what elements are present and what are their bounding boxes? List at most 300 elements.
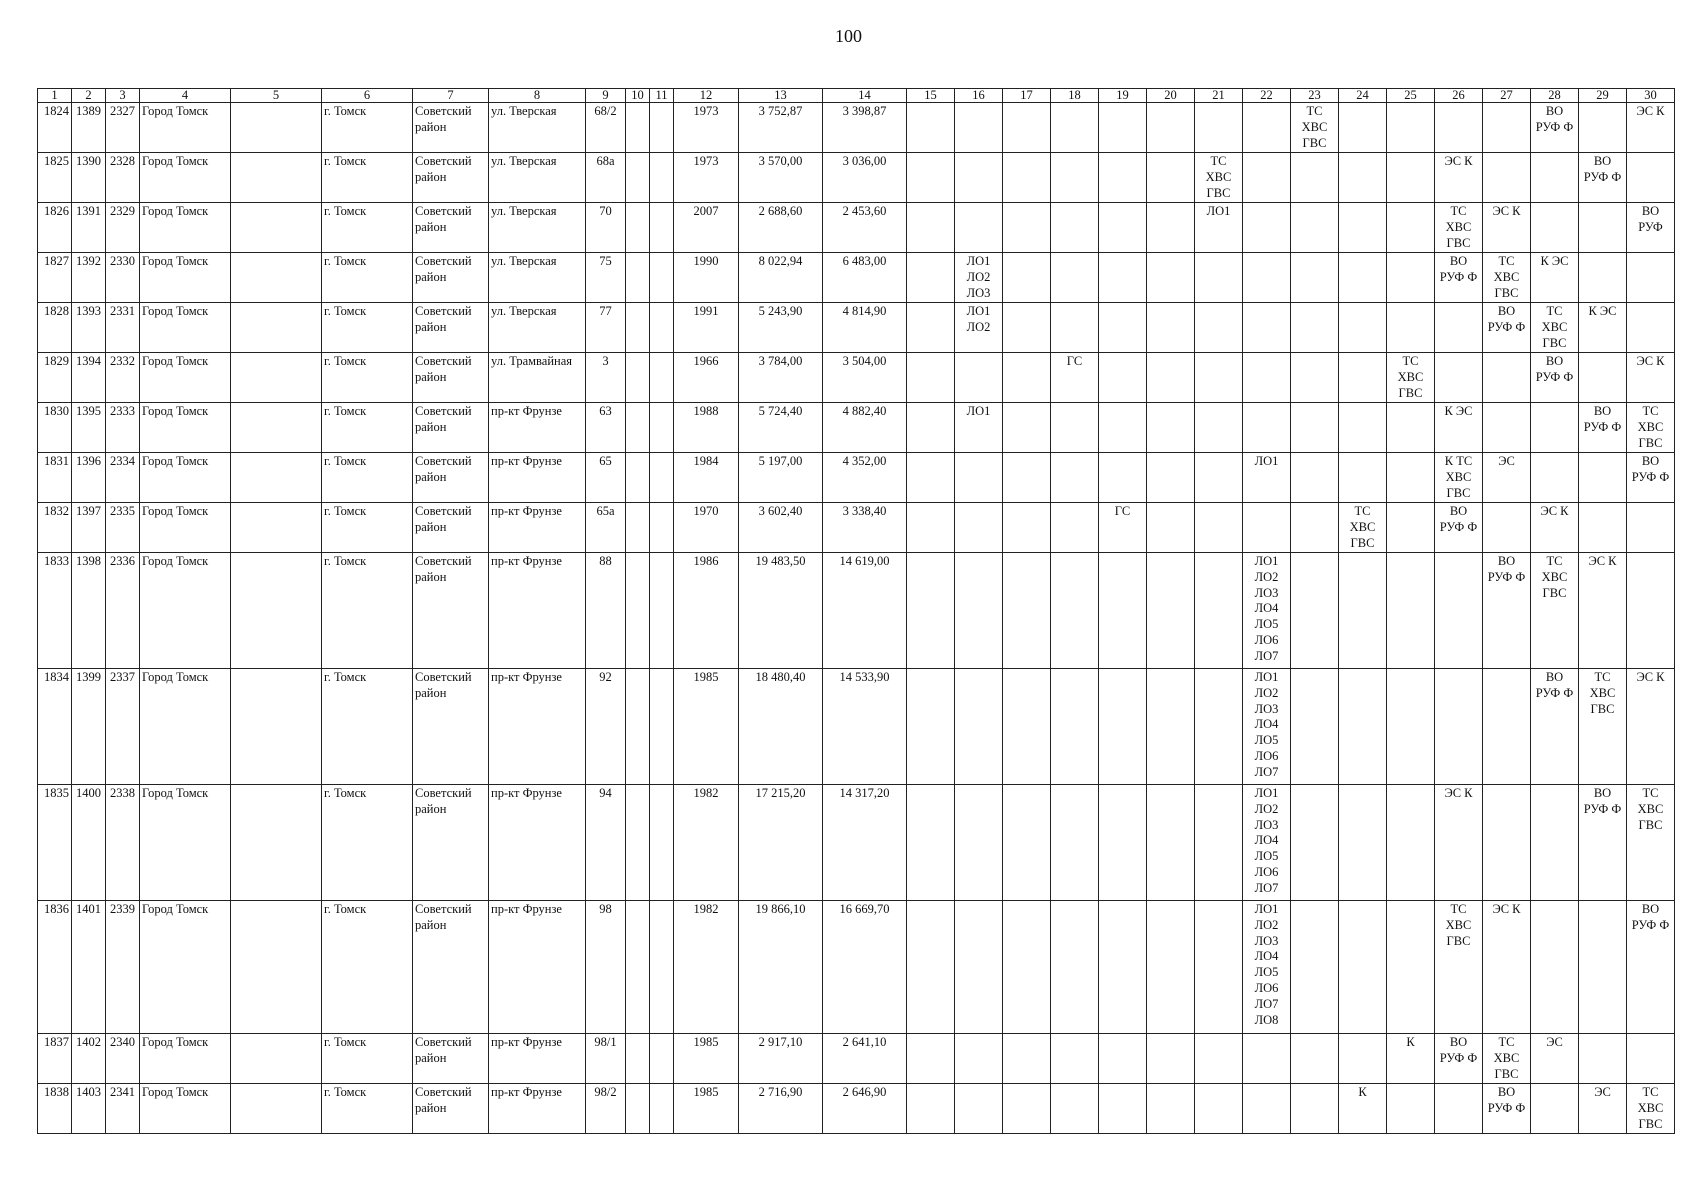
cell-line: ЛО8 [1254, 1012, 1279, 1027]
cell-col-1: 1834 [38, 669, 72, 785]
cell-col-24 [1339, 553, 1387, 669]
cell-line: ХВС [1445, 219, 1472, 234]
cell-col-7 [413, 503, 489, 553]
cell-col-19 [1099, 203, 1147, 253]
cell-col-27 [1483, 303, 1531, 353]
cell-col-27 [1483, 669, 1531, 785]
cell-col-14: 3 398,87 [823, 103, 907, 153]
cell-col-29 [1579, 1034, 1627, 1084]
cell-col-14: 3 036,00 [823, 153, 907, 203]
cell-col-30 [1627, 203, 1675, 253]
cell-line: ЛО6 [1254, 864, 1279, 879]
cell-col-28 [1531, 403, 1579, 453]
cell-line: ГВС [1494, 285, 1519, 300]
cell-col-19 [1099, 103, 1147, 153]
column-number: 19 [1099, 89, 1147, 103]
cell-line: ЭС [1546, 1035, 1563, 1049]
cell-line: Советский [415, 554, 472, 568]
cell-col-9: 63 [586, 403, 626, 453]
cell-line: РУФ Ф [1535, 685, 1574, 700]
cell-col-4: Город Томск [140, 669, 231, 785]
cell-col-23 [1291, 253, 1339, 303]
cell-col-24 [1339, 503, 1387, 553]
cell-col-30 [1627, 253, 1675, 303]
cell-col-16 [955, 453, 1003, 503]
cell-col-18 [1051, 153, 1099, 203]
cell-col-9: 98/1 [586, 1034, 626, 1084]
column-number: 14 [823, 89, 907, 103]
cell-col-16 [955, 553, 1003, 669]
cell-col-20 [1147, 1084, 1195, 1134]
cell-col-26 [1435, 203, 1483, 253]
cell-col-21 [1195, 403, 1243, 453]
cell-line: район [415, 917, 447, 932]
cell-col-29 [1579, 553, 1627, 669]
cell-line: РУФ Ф [1583, 801, 1622, 816]
cell-line: район [415, 419, 447, 434]
cell-col-4: Город Томск [140, 553, 231, 669]
cell-col-29 [1579, 153, 1627, 203]
cell-col-24 [1339, 1084, 1387, 1134]
cell-line: ТС [1354, 504, 1371, 518]
column-number: 17 [1003, 89, 1051, 103]
cell-col-12: 1991 [674, 303, 739, 353]
cell-col-25 [1387, 901, 1435, 1034]
cell-col-16 [955, 303, 1003, 353]
cell-col-7 [413, 203, 489, 253]
cell-col-20 [1147, 553, 1195, 669]
cell-col-24 [1339, 203, 1387, 253]
cell-line: ЛО7 [1254, 996, 1279, 1011]
cell-line: Советский [415, 254, 472, 268]
cell-col-14: 4 882,40 [823, 403, 907, 453]
cell-col-18 [1051, 503, 1099, 553]
cell-col-29 [1579, 403, 1627, 453]
cell-col-17 [1003, 669, 1051, 785]
cell-col-2: 1392 [72, 253, 106, 303]
cell-line: ЛО2 [1254, 569, 1279, 584]
cell-col-22 [1243, 785, 1291, 901]
cell-line: РУФ Ф [1439, 519, 1478, 534]
cell-col-14: 3 338,40 [823, 503, 907, 553]
cell-col-4: Город Томск [140, 403, 231, 453]
cell-col-18 [1051, 203, 1099, 253]
cell-col-10 [626, 1034, 650, 1084]
table-row [38, 403, 1675, 453]
cell-line: ГВС [1494, 1066, 1519, 1081]
cell-line: ЛО7 [1254, 764, 1279, 779]
cell-col-28 [1531, 1084, 1579, 1134]
cell-col-12: 1990 [674, 253, 739, 303]
cell-col-13: 3 570,00 [739, 153, 823, 203]
cell-col-5 [231, 453, 322, 503]
cell-line: Советский [415, 204, 472, 218]
table-row [38, 669, 1675, 785]
cell-col-25 [1387, 103, 1435, 153]
column-number: 21 [1195, 89, 1243, 103]
cell-col-30 [1627, 1084, 1675, 1134]
cell-col-12: 1982 [674, 901, 739, 1034]
cell-col-3: 2328 [106, 153, 140, 203]
cell-line: ХВС [1637, 1100, 1664, 1115]
cell-col-27 [1483, 785, 1531, 901]
cell-col-23 [1291, 503, 1339, 553]
cell-col-2: 1390 [72, 153, 106, 203]
cell-line: ХВС [1493, 269, 1520, 284]
cell-col-15 [907, 503, 955, 553]
cell-col-25 [1387, 669, 1435, 785]
cell-col-18 [1051, 1084, 1099, 1134]
cell-col-6: г. Томск [322, 253, 413, 303]
cell-col-8: пр-кт Фрунзе [489, 1084, 586, 1134]
cell-col-6: г. Томск [322, 203, 413, 253]
cell-col-25 [1387, 1084, 1435, 1134]
cell-col-2: 1398 [72, 553, 106, 669]
cell-line: РУФ Ф [1583, 169, 1622, 184]
cell-col-27 [1483, 203, 1531, 253]
cell-col-18 [1051, 785, 1099, 901]
cell-col-15 [907, 453, 955, 503]
cell-col-12: 1984 [674, 453, 739, 503]
cell-col-29 [1579, 253, 1627, 303]
cell-col-14: 2 641,10 [823, 1034, 907, 1084]
cell-col-11 [650, 1034, 674, 1084]
table-row [38, 553, 1675, 669]
cell-col-11 [650, 785, 674, 901]
cell-col-4: Город Томск [140, 253, 231, 303]
cell-col-26 [1435, 1084, 1483, 1134]
cell-col-11 [650, 253, 674, 303]
cell-col-8: пр-кт Фрунзе [489, 669, 586, 785]
cell-col-3: 2333 [106, 403, 140, 453]
cell-col-7 [413, 303, 489, 353]
cell-col-28 [1531, 553, 1579, 669]
cell-col-6: г. Томск [322, 303, 413, 353]
cell-line: ТС [1210, 154, 1227, 168]
cell-col-3: 2327 [106, 103, 140, 153]
cell-col-19 [1099, 553, 1147, 669]
cell-col-20 [1147, 901, 1195, 1034]
cell-col-3: 2336 [106, 553, 140, 669]
cell-col-15 [907, 901, 955, 1034]
cell-col-1: 1831 [38, 453, 72, 503]
cell-col-21 [1195, 503, 1243, 553]
cell-line: ЭС К [1444, 786, 1473, 800]
cell-line: район [415, 685, 447, 700]
cell-col-20 [1147, 253, 1195, 303]
cell-col-7 [413, 403, 489, 453]
cell-col-27 [1483, 453, 1531, 503]
cell-col-2: 1397 [72, 503, 106, 553]
cell-col-20 [1147, 203, 1195, 253]
cell-col-21 [1195, 153, 1243, 203]
cell-line: К ЭС [1540, 254, 1569, 268]
cell-col-5 [231, 669, 322, 785]
cell-col-9: 68а [586, 153, 626, 203]
cell-col-3: 2338 [106, 785, 140, 901]
cell-line: ТС [1450, 902, 1467, 916]
cell-col-17 [1003, 553, 1051, 669]
cell-col-29 [1579, 503, 1627, 553]
cell-col-4: Город Томск [140, 153, 231, 203]
cell-line: ХВС [1301, 119, 1328, 134]
cell-line: ХВС [1493, 1050, 1520, 1065]
cell-col-13: 17 215,20 [739, 785, 823, 901]
cell-col-21 [1195, 453, 1243, 503]
cell-col-5 [231, 1034, 322, 1084]
cell-col-11 [650, 453, 674, 503]
cell-col-18 [1051, 303, 1099, 353]
cell-col-23 [1291, 453, 1339, 503]
cell-col-25 [1387, 353, 1435, 403]
cell-col-14: 16 669,70 [823, 901, 907, 1034]
cell-line: РУФ Ф [1487, 569, 1526, 584]
cell-col-23 [1291, 1034, 1339, 1084]
cell-line: район [415, 219, 447, 234]
cell-col-23 [1291, 901, 1339, 1034]
cell-line: К [1358, 1085, 1367, 1099]
cell-col-19 [1099, 153, 1147, 203]
cell-col-1: 1837 [38, 1034, 72, 1084]
table-row [38, 503, 1675, 553]
cell-col-12: 1966 [674, 353, 739, 403]
cell-col-19 [1099, 453, 1147, 503]
cell-line: РУФ Ф [1439, 269, 1478, 284]
cell-col-1: 1833 [38, 553, 72, 669]
cell-col-21 [1195, 1084, 1243, 1134]
cell-col-10 [626, 303, 650, 353]
cell-line: РУФ Ф [1631, 469, 1670, 484]
table-row [38, 253, 1675, 303]
cell-line: ЛО2 [1254, 917, 1279, 932]
cell-line: ГВС [1398, 385, 1423, 400]
cell-col-3: 2329 [106, 203, 140, 253]
cell-col-16 [955, 203, 1003, 253]
cell-col-8: ул. Тверская [489, 153, 586, 203]
cell-line: ГС [1114, 504, 1131, 518]
cell-col-2: 1403 [72, 1084, 106, 1134]
cell-col-27 [1483, 153, 1531, 203]
cell-col-21 [1195, 901, 1243, 1034]
cell-col-8: ул. Тверская [489, 103, 586, 153]
cell-line: район [415, 319, 447, 334]
cell-line: ТС [1402, 354, 1419, 368]
column-number: 28 [1531, 89, 1579, 103]
cell-col-30 [1627, 785, 1675, 901]
cell-col-20 [1147, 453, 1195, 503]
cell-line: ВО [1449, 1035, 1468, 1049]
cell-col-22 [1243, 153, 1291, 203]
cell-col-19 [1099, 669, 1147, 785]
cell-line: ТС [1546, 304, 1563, 318]
column-number: 25 [1387, 89, 1435, 103]
cell-line: ЛО5 [1254, 617, 1279, 632]
cell-line: ТС [1306, 104, 1323, 118]
cell-col-21 [1195, 785, 1243, 901]
cell-col-16 [955, 1034, 1003, 1084]
cell-line: ВО [1641, 204, 1660, 218]
column-number: 5 [231, 89, 322, 103]
cell-col-20 [1147, 503, 1195, 553]
column-number: 8 [489, 89, 586, 103]
cell-line: ГВС [1638, 817, 1663, 832]
cell-col-21 [1195, 669, 1243, 785]
column-number: 1 [38, 89, 72, 103]
cell-col-26 [1435, 1034, 1483, 1084]
cell-col-13: 2 716,90 [739, 1084, 823, 1134]
cell-line: ВО [1497, 304, 1516, 318]
cell-col-24 [1339, 1034, 1387, 1084]
cell-col-14: 14 533,90 [823, 669, 907, 785]
cell-col-8: пр-кт Фрунзе [489, 503, 586, 553]
cell-col-3: 2334 [106, 453, 140, 503]
cell-col-20 [1147, 403, 1195, 453]
cell-line: ВО [1545, 354, 1564, 368]
cell-line: РУФ Ф [1439, 1050, 1478, 1065]
cell-col-21 [1195, 303, 1243, 353]
column-number: 27 [1483, 89, 1531, 103]
cell-col-25 [1387, 1034, 1435, 1084]
cell-col-28 [1531, 253, 1579, 303]
cell-col-9: 98/2 [586, 1084, 626, 1134]
cell-line: ЛО2 [1254, 685, 1279, 700]
cell-line: ТС [1450, 204, 1467, 218]
column-number: 22 [1243, 89, 1291, 103]
cell-col-14: 2 646,90 [823, 1084, 907, 1134]
cell-col-17 [1003, 253, 1051, 303]
cell-line: ВО [1593, 154, 1612, 168]
table-row [38, 453, 1675, 503]
cell-col-30 [1627, 353, 1675, 403]
cell-col-23 [1291, 153, 1339, 203]
cell-col-1: 1829 [38, 353, 72, 403]
cell-line: Советский [415, 354, 472, 368]
cell-col-5 [231, 1084, 322, 1134]
cell-line: район [415, 569, 447, 584]
cell-col-1: 1824 [38, 103, 72, 153]
cell-col-28 [1531, 153, 1579, 203]
cell-col-23 [1291, 203, 1339, 253]
cell-col-30 [1627, 901, 1675, 1034]
cell-col-10 [626, 453, 650, 503]
cell-col-8: пр-кт Фрунзе [489, 785, 586, 901]
cell-line: ХВС [1637, 419, 1664, 434]
cell-col-23 [1291, 103, 1339, 153]
cell-col-6: г. Томск [322, 553, 413, 669]
cell-line: К [1406, 1035, 1415, 1049]
cell-col-20 [1147, 1034, 1195, 1084]
cell-col-26 [1435, 553, 1483, 669]
cell-line: ТС [1642, 404, 1659, 418]
cell-line: Советский [415, 1035, 472, 1049]
cell-col-23 [1291, 785, 1339, 901]
cell-col-30 [1627, 503, 1675, 553]
cell-col-7 [413, 669, 489, 785]
cell-col-6: г. Томск [322, 453, 413, 503]
column-number: 30 [1627, 89, 1675, 103]
cell-col-24 [1339, 153, 1387, 203]
cell-col-2: 1396 [72, 453, 106, 503]
cell-col-2: 1389 [72, 103, 106, 153]
cell-col-5 [231, 901, 322, 1034]
cell-line: Советский [415, 104, 472, 118]
cell-col-30 [1627, 403, 1675, 453]
cell-col-10 [626, 403, 650, 453]
cell-col-15 [907, 403, 955, 453]
cell-line: ЛО1 [966, 404, 991, 418]
cell-col-6: г. Томск [322, 669, 413, 785]
cell-line: РУФ Ф [1631, 917, 1670, 932]
cell-col-9: 98 [586, 901, 626, 1034]
column-number: 18 [1051, 89, 1099, 103]
cell-col-11 [650, 303, 674, 353]
column-number: 7 [413, 89, 489, 103]
column-number: 10 [626, 89, 650, 103]
cell-col-1: 1826 [38, 203, 72, 253]
cell-col-9: 77 [586, 303, 626, 353]
cell-col-28 [1531, 103, 1579, 153]
column-number: 23 [1291, 89, 1339, 103]
cell-col-10 [626, 901, 650, 1034]
cell-col-21 [1195, 253, 1243, 303]
cell-col-18 [1051, 1034, 1099, 1084]
cell-col-28 [1531, 785, 1579, 901]
cell-col-11 [650, 1084, 674, 1134]
cell-line: район [415, 519, 447, 534]
cell-line: ВО [1545, 670, 1564, 684]
cell-line: ЛО2 [1254, 801, 1279, 816]
cell-line: РУФ Ф [1583, 419, 1622, 434]
cell-line: район [415, 119, 447, 134]
cell-col-10 [626, 553, 650, 669]
cell-col-23 [1291, 1084, 1339, 1134]
cell-col-27 [1483, 403, 1531, 453]
cell-line: ЛО3 [1254, 701, 1279, 716]
cell-col-26 [1435, 901, 1483, 1034]
cell-line: ЛО4 [1254, 949, 1279, 964]
cell-line: ГВС [1638, 435, 1663, 450]
cell-col-27 [1483, 901, 1531, 1034]
cell-line: РУФ Ф [1535, 119, 1574, 134]
cell-line: Советский [415, 786, 472, 800]
cell-col-15 [907, 1034, 955, 1084]
cell-line: ГС [1066, 354, 1083, 368]
cell-col-18 [1051, 669, 1099, 785]
column-number: 29 [1579, 89, 1627, 103]
cell-col-27 [1483, 353, 1531, 403]
cell-col-14: 4 814,90 [823, 303, 907, 353]
cell-col-22 [1243, 453, 1291, 503]
cell-col-22 [1243, 303, 1291, 353]
cell-line: ЛО3 [1254, 817, 1279, 832]
cell-col-13: 5 197,00 [739, 453, 823, 503]
cell-col-25 [1387, 303, 1435, 353]
cell-col-26 [1435, 353, 1483, 403]
cell-col-14: 2 453,60 [823, 203, 907, 253]
cell-col-6: г. Томск [322, 901, 413, 1034]
cell-col-4: Город Томск [140, 303, 231, 353]
cell-col-9: 65 [586, 453, 626, 503]
cell-line: ВО [1449, 254, 1468, 268]
cell-line: РУФ Ф [1487, 319, 1526, 334]
cell-col-1: 1835 [38, 785, 72, 901]
cell-col-17 [1003, 353, 1051, 403]
cell-line: ВО [1449, 504, 1468, 518]
cell-col-16 [955, 1084, 1003, 1134]
column-number: 11 [650, 89, 674, 103]
column-number: 13 [739, 89, 823, 103]
cell-col-9: 92 [586, 669, 626, 785]
